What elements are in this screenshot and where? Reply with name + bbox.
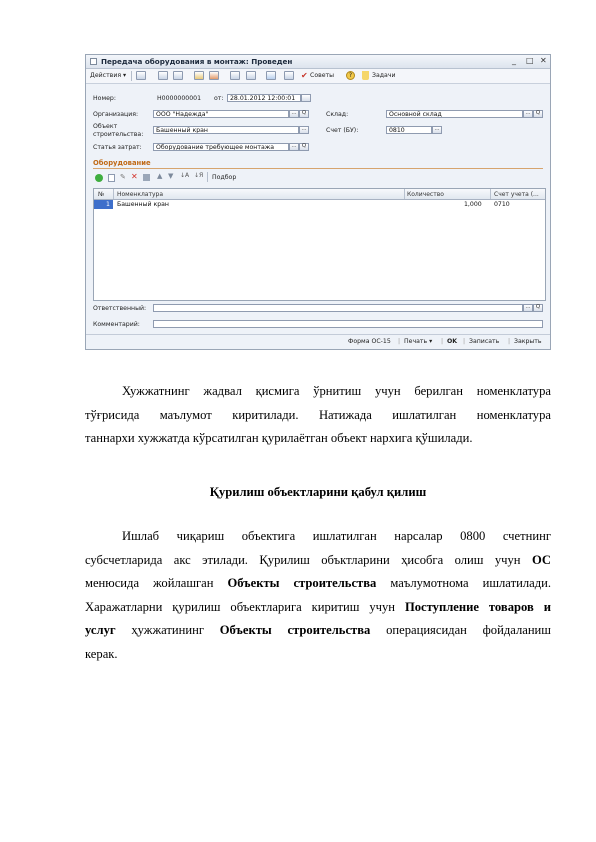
number-value: Н0000000001 (157, 95, 202, 102)
document-name: Поступление товаров и (404, 599, 551, 614)
edit-row-icon[interactable]: ✎ (120, 173, 126, 181)
delete-row-icon[interactable]: ✕ (131, 172, 138, 181)
col-separator (113, 189, 114, 199)
row-item[interactable]: Башенный кран (117, 201, 169, 208)
paragraph-1 (85, 380, 551, 451)
cost-item-label: Статья затрат: (93, 144, 142, 151)
col-number[interactable]: № (98, 191, 105, 198)
paragraph-line: таннархи хужжатда кўрсатилган қурилаётган объект нархига қўшилади. (85, 431, 473, 446)
save-icon[interactable] (136, 71, 146, 80)
row-number: 1 (106, 201, 110, 208)
section-divider (93, 168, 543, 169)
paragraph-line (85, 619, 551, 643)
text-run: операциясидан фойдаланиш (370, 623, 551, 638)
copy-row-icon[interactable] (108, 174, 115, 182)
text-run: маълумотнома ишлатилади. (376, 576, 551, 591)
date-label: от: (214, 95, 224, 102)
move-down-icon[interactable]: ▼ (168, 172, 174, 180)
actions-menu[interactable]: Действия ▾ (90, 72, 127, 79)
hierarchy-icon[interactable] (266, 71, 276, 80)
number-label: Номер: (93, 95, 116, 102)
selection-button[interactable]: Подбор (212, 174, 237, 181)
save-button[interactable]: Записать (469, 338, 500, 345)
row-selector (94, 200, 113, 209)
cost-item-select-button[interactable]: ... (289, 143, 299, 151)
form-os15-button[interactable]: Форма ОС-15 (348, 338, 391, 345)
operation-name: Объекты строительства (219, 623, 371, 638)
account-field[interactable]: 0810 (386, 126, 432, 134)
paragraph-line (85, 549, 551, 573)
document-name-cont: услуг (85, 623, 116, 638)
post-icon[interactable] (158, 71, 168, 80)
add-row-icon[interactable] (95, 174, 103, 182)
comment-field[interactable] (153, 320, 543, 328)
window-title: Передача оборудования в монтаж: Проведен (101, 57, 293, 66)
refresh-icon[interactable] (173, 71, 183, 80)
tasks-button[interactable]: Задачи (372, 72, 396, 79)
equipment-table (93, 188, 546, 301)
text-run: менюсида жойлашган (85, 576, 228, 591)
app-window-screenshot (85, 54, 551, 350)
warehouse-select-button[interactable]: ... (523, 110, 533, 118)
statusbar-separator: | (398, 338, 401, 345)
text-run: субсчетларида акс этилади. Қурилиш объктларини ҳисобга олиш учун (85, 552, 532, 567)
advice-button[interactable]: Советы (310, 72, 335, 79)
object-select-button[interactable]: ... (299, 126, 309, 134)
paragraph-2 (85, 525, 551, 667)
construction-object-field[interactable]: Башенный кран (153, 126, 299, 134)
catalog-name: Объекты строительства (227, 576, 377, 591)
statusbar-separator: | (508, 338, 511, 345)
warehouse-label: Склад: (326, 111, 349, 118)
table-row[interactable] (94, 200, 545, 209)
warehouse-field[interactable]: Основной склад (386, 110, 523, 118)
col-separator (404, 189, 405, 199)
table-toolbar-separator (207, 172, 208, 182)
sort-icon[interactable] (230, 71, 240, 80)
window-titlebar (86, 55, 550, 69)
paragraph-line: Ишлаб чиқариш объектига ишлатилган нарсалар 0800 счетнинг (122, 529, 551, 543)
statusbar-separator: | (441, 338, 444, 345)
object-label-cont: строительства: (93, 131, 144, 138)
print-menu[interactable]: Печать ▾ (404, 338, 433, 345)
close-window-button[interactable]: ✕ (540, 56, 547, 65)
close-button[interactable]: Закрыть (514, 338, 542, 345)
responsible-field[interactable] (153, 304, 523, 312)
paragraph-line (85, 572, 551, 596)
date-field[interactable]: 28.01.2012 12:00:01 (227, 94, 301, 102)
text-run: Харажатларни қурилиш объектларига киритиш учун (85, 599, 405, 614)
paragraph-line: тўғрисида маълумот киритилади. Натижада ишлатилган номенклатура (85, 407, 551, 422)
equipment-section-title: Оборудование (93, 159, 151, 167)
col-account[interactable]: Счет учета (... (494, 191, 539, 198)
report-icon[interactable] (246, 71, 256, 80)
paragraph-line (85, 596, 551, 620)
form-statusbar (86, 334, 550, 349)
move-up-icon[interactable]: ▲ (157, 172, 163, 180)
sort-asc-icon[interactable]: ↓A (180, 172, 190, 179)
text-run: ҳужжатининг (115, 623, 220, 638)
object-label: Объект (93, 123, 118, 130)
account-select-button[interactable]: ... (432, 126, 442, 134)
movements-icon[interactable] (209, 71, 219, 80)
organization-label: Организация: (93, 111, 139, 118)
col-nomenclature[interactable]: Номенклатура (117, 191, 163, 198)
col-separator (490, 189, 491, 199)
end-edit-icon[interactable] (143, 174, 150, 181)
responsible-label: Ответственный: (93, 305, 147, 312)
sort-desc-icon[interactable]: ↓Я (194, 172, 204, 179)
row-account[interactable]: 0710 (494, 201, 510, 208)
toolbar-separator (131, 71, 132, 81)
paragraph-line: керак. (85, 646, 118, 661)
organization-search-icon[interactable]: Q (299, 110, 309, 118)
statusbar-separator: | (463, 338, 466, 345)
help-icon[interactable]: ? (346, 71, 355, 80)
toolbar (86, 69, 550, 84)
responsible-search-icon[interactable]: Q (533, 304, 543, 312)
table-header (94, 189, 545, 200)
structure-icon[interactable] (194, 71, 204, 80)
ok-button[interactable]: OK (447, 338, 458, 345)
cost-item-field[interactable]: Оборудование требующее монтажа (153, 143, 289, 151)
minimize-button[interactable]: _ (512, 56, 516, 65)
col-quantity[interactable]: Количество (407, 191, 444, 198)
maximize-button[interactable]: □ (526, 56, 534, 65)
list-icon[interactable] (284, 71, 294, 80)
cost-item-search-icon[interactable]: Q (299, 143, 309, 151)
advice-icon: ✔ (301, 71, 308, 80)
organization-field[interactable]: ООО "Надежда" (153, 110, 289, 118)
account-label: Счет (БУ): (326, 127, 359, 134)
paragraph-line: Хужжатнинг жадвал қисмига ўрнитиш учун берилган номенклатура (122, 384, 551, 398)
comment-label: Комментарий: (93, 321, 140, 328)
menu-name-os: ОС (531, 552, 551, 567)
responsible-select-button[interactable]: ... (523, 304, 533, 312)
organization-select-button[interactable]: ... (289, 110, 299, 118)
section-heading: Қурилиш объектларини қабул қилиш (209, 485, 427, 499)
row-quantity[interactable]: 1,000 (464, 201, 482, 208)
tasks-icon (362, 71, 369, 80)
calendar-icon[interactable] (301, 94, 311, 102)
warehouse-search-icon[interactable]: Q (533, 110, 543, 118)
document-icon (90, 58, 97, 65)
